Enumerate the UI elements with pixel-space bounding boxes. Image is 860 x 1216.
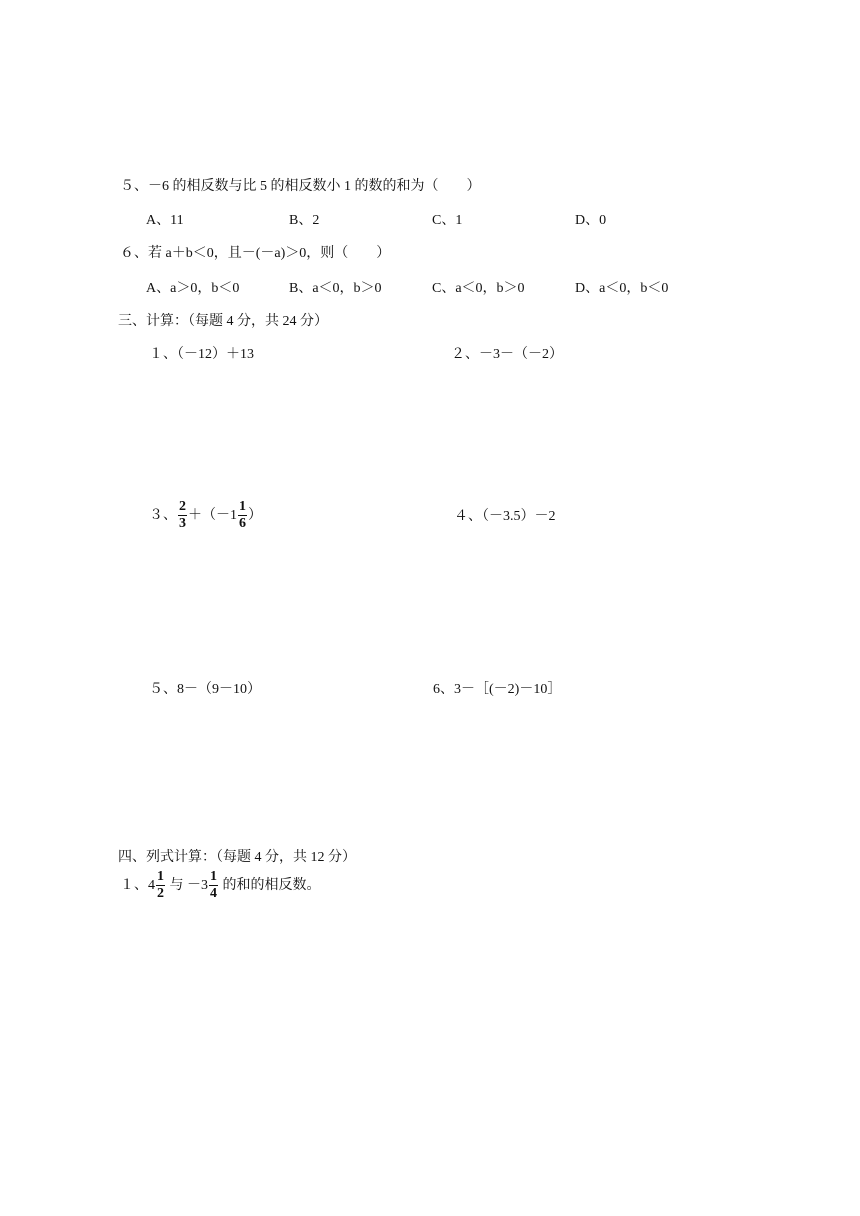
fraction-two-thirds	[178, 500, 187, 531]
fraction-denominator: 3	[179, 516, 186, 532]
calc-problem-1: １、（－12）＋13	[149, 347, 254, 362]
calc-problem-3	[149, 499, 262, 533]
calc-problem-2: ２、－3－（－2）	[451, 347, 563, 362]
fraction-denominator: 4	[210, 886, 217, 902]
fraction-one-quarter	[209, 870, 218, 901]
fraction-numerator: 1	[210, 869, 217, 885]
fraction-one-sixth	[238, 500, 247, 531]
expression-problem-1-prefix: １、4	[120, 878, 155, 893]
calc-problem-5: ５、8－（9－10）	[149, 682, 261, 697]
fraction-numerator: 1	[157, 869, 164, 885]
expression-problem-1-suffix: 的和的相反数。	[219, 878, 321, 893]
question-5-stem: ５、－6 的相反数与比 5 的相反数小 1 的数的和为（ ）	[120, 179, 481, 194]
question-6-option-a: A、a＞0，b＜0	[146, 281, 240, 296]
expression-problem-1-middle: 与 －3	[166, 878, 208, 893]
question-6-option-d: D、a＜0，b＜0	[575, 281, 669, 296]
calc-problem-3-prefix: ３、	[149, 508, 177, 523]
question-5-option-a: A、11	[146, 213, 184, 228]
calc-problem-6: 6、3－［(－2)－10］	[433, 682, 562, 697]
section-3-title: 三、计算：（每题 4 分，共 24 分）	[118, 314, 328, 329]
fraction-denominator: 6	[239, 516, 246, 532]
calc-problem-4: ４、（－3.5）－2	[454, 509, 556, 524]
question-6-option-c: C、a＜0，b＞0	[432, 281, 525, 296]
calc-problem-3-middle: ＋（－1	[188, 508, 237, 523]
fraction-one-half	[156, 870, 165, 901]
question-5-option-b: B、2	[289, 213, 320, 228]
section-4-title: 四、列式计算：（每题 4 分，共 12 分）	[118, 850, 356, 865]
expression-problem-1	[120, 869, 321, 903]
question-5-option-d: D、0	[575, 213, 607, 228]
question-5-option-c: C、1	[432, 213, 463, 228]
fraction-denominator: 2	[157, 886, 164, 902]
calc-problem-3-suffix: ）	[248, 508, 262, 523]
question-6-option-b: B、a＜0，b＞0	[289, 281, 382, 296]
fraction-numerator: 1	[239, 499, 246, 515]
question-6-stem: ６、若 a＋b＜0，且－(－a)＞0，则（ ）	[120, 246, 391, 261]
fraction-numerator: 2	[179, 499, 186, 515]
